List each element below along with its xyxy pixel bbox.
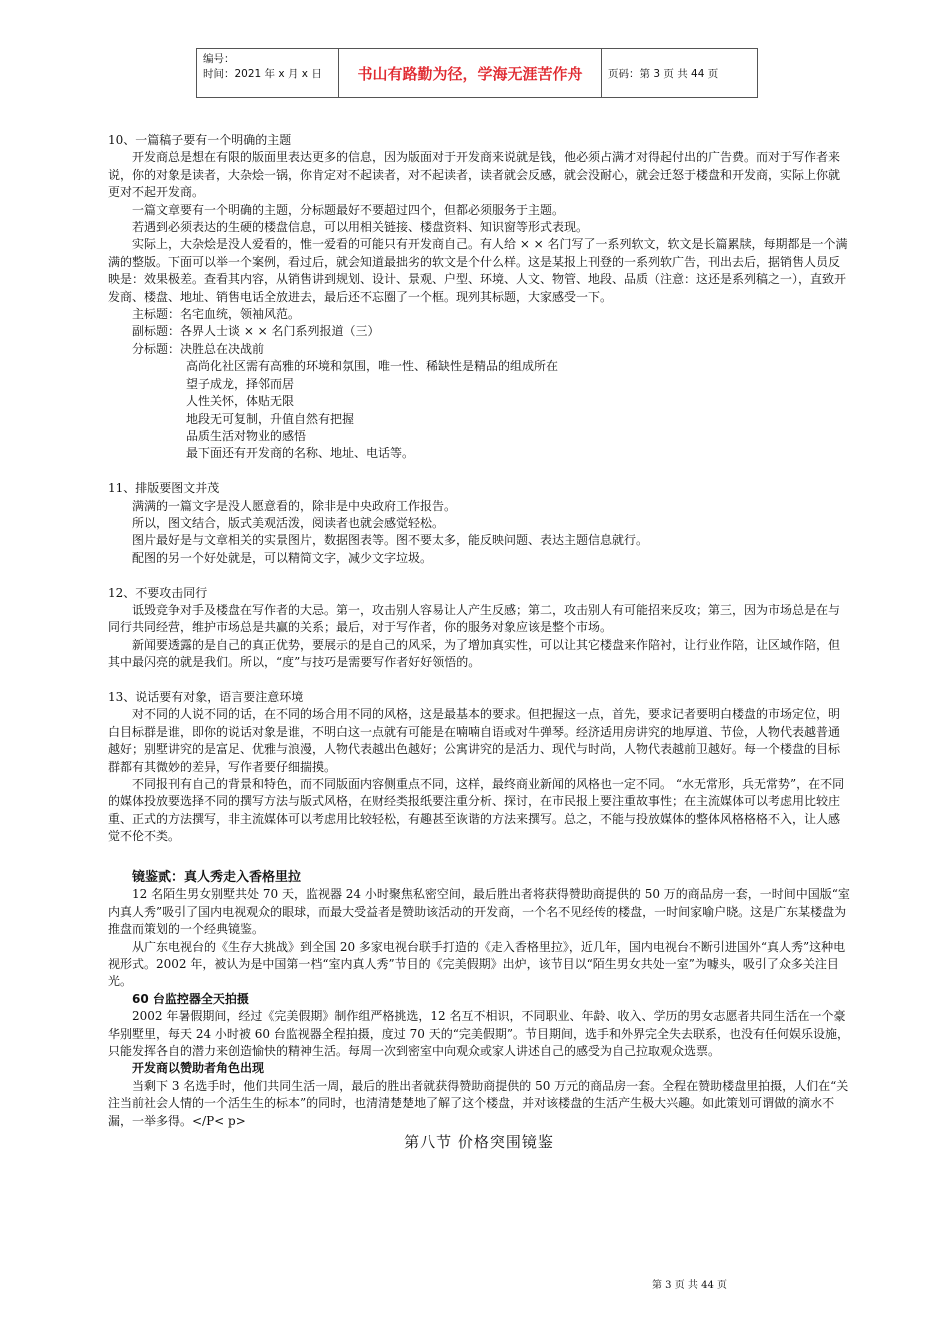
paragraph: 配图的另一个好处就是，可以精简文字，减少文字垃圾。	[132, 550, 433, 565]
paragraph: 从广东电视台的《生存大挑战》到全国 20 多家电视台联手打造的《走入香格里拉》，近几年，国内电视台不断引进国外“真人秀”这种电视形式。2002 年，被认为是中国第一档“室内真人秀”节目的《完美假期》出炉，该节目以“陌生男女共处一室”为噱头，吸引了众多关注目光。	[108, 939, 846, 989]
header-page: 页码：第 3 页 共 44 页	[608, 67, 719, 80]
paragraph: 实际上，大杂烩是没人爱看的，惟一爱看的可能只有开发商自己。有人给 × × 名门写了一系列软文，软文是长篇累牍，每期都是一个满满的整版。下面可以举一个案例，看过后，就会知道最拙劣的软文是个什么样。这是某报上刊登的一系列软广告，刊出去后，据销售人员反映是：效果极差。查看其内容，从销售讲到规划、设计、景观、户型、环境、人文、物管、地段、品质（注意：这还是系列稿之一），直致开发商、楼盘、地址、销售电话全放进去，最后还不忘圈了一个框。现列其标题，大家感受一下。	[108, 237, 848, 304]
header-table	[196, 48, 758, 98]
paragraph: 当剩下 3 名选手时，他们共同生活一周，最后的胜出者就获得赞助商提供的 50 万元的商品房一套。全程在赞助楼盘里拍摄，人们在“关注当前社会人情的一个活生生的标本”的同时，也清清楚楚地了解了这个楼盘，并对该楼盘的生活产生极大兴趣。如此策划可谓做的滴水不漏，一举多得。</P< p>	[108, 1078, 849, 1128]
section-11-title: 11、排版要图文并茂	[108, 481, 220, 496]
paragraph: 不同报刊有自己的背景和特色，而不同版面内容侧重点不同，这样，最终商业新闻的风格也一定不同。 “水无常形，兵无常势”，在不同的媒体投放要选择不同的撰写方法与版式风格，在财经类报纸要注重分析、探讨，在市民报上要注重故事性；在主流媒体可以考虑用比较庄重、正式的方法撰写，非主流媒体可以考虑用比较轻松，有趣甚至诙谐的方法来撰写。总之，不能与投放媒体的整体风格格格不入，让人感觉不伦不类。	[108, 776, 845, 844]
list-item: 地段无可复制，升值自然有把握	[186, 411, 355, 426]
case-subheading: 开发商以赞助者角色出现	[132, 1061, 265, 1076]
main-title-line: 主标题：名宅血统，领袖风范。	[132, 307, 301, 322]
document-body	[108, 132, 850, 1152]
number-label: 编号：	[203, 53, 235, 65]
paragraph: 对不同的人说不同的话，在不同的场合用不同的风格，这是最基本的要求。但把握这一点，首先，要求记者要明白楼盘的市场定位，明白目标群是谁，即你的说话对象是谁，不明白这一点就有可能是在喃喃自语或对牛弹琴。经济适用房讲究的地厚道、节俭，人物代表越普通越好；别墅讲究的是富足、优雅与浪漫，人物代表越出色越好；公寓讲究的是活力、现代与时尚，人物代表越前卫越好。每一个楼盘的目标群都有其微妙的差异，写作者要仔细揣摸。	[108, 707, 841, 774]
header-meta	[197, 49, 339, 97]
paragraph: 图片最好是与文章相关的实景图片，数据图表等。图不要太多，能反映问题、表达主题信息就行。	[132, 533, 649, 548]
time-label: 时间：2021 年 x 月 x 日	[203, 68, 322, 80]
header-motto: 书山有路勤为径，学海无涯苦作舟	[339, 49, 602, 97]
list-item: 人性关怀，体贴无限	[186, 394, 295, 409]
paragraph: 若遇到必须表达的生硬的楼盘信息，可以用相关链接、楼盘资料、知识窗等形式表现。	[132, 220, 589, 235]
paragraph: 诋毁竞争对手及楼盘在写作者的大忌。第一，攻击别人容易让人产生反感；第二，攻击别人有可能招来反攻；第三，因为市场总是在与同行共同经营，维护市场总是共赢的关系；最后，对于写作者，你的服务对象应该是整个市场。	[108, 602, 841, 635]
section-title-line: 分标题：决胜总在决战前	[132, 341, 265, 356]
paragraph: 一篇文章要有一个明确的主题，分标题最好不要超过四个，但都必须服务于主题。	[132, 202, 565, 217]
section-13-title: 13、说话要有对象，语言要注意环境	[108, 689, 304, 704]
paragraph: 所以，图文结合，版式美观活泼，阅读者也就会感觉轻松。	[132, 515, 445, 530]
case-subheading: 60 台监控器全天拍摄	[132, 991, 249, 1006]
list-item: 高尚化社区需有高雅的环境和氛围，唯一性、稀缺性是精品的组成所在	[186, 359, 559, 374]
paragraph: 12 名陌生男女别墅共处 70 天，监视器 24 小时聚焦私密空间，最后胜出者将获得赞助商提供的 50 万的商品房一套，一时间中国版“室内真人秀”吸引了国内电视观众的眼球，而最大受益者是赞助该活动的开发商，一个名不见经传的楼盘，一时间家喻户晓。这是广东某楼盘为推盘而策划的一个经典镜鉴。	[108, 887, 850, 937]
list-item: 最下面还有开发商的名称、地址、电话等。	[186, 446, 415, 461]
section-12-title: 12、不要攻击同行	[108, 585, 208, 600]
sub-title-line: 副标题：各界人士谈 × × 名门系列报道（三）	[132, 324, 380, 339]
list-item: 品质生活对物业的感悟	[186, 428, 307, 443]
page-footer: 第 3 页 共 44 页	[652, 1280, 727, 1291]
section-10-title: 10、一篇稿子要有一个明确的主题	[108, 133, 292, 147]
case-title: 镜鉴贰：真人秀走入香格里拉	[132, 870, 302, 885]
list-item: 望子成龙，择邻而居	[186, 376, 295, 391]
paragraph: 2002 年暑假期间，经过《完美假期》制作组严格挑选，12 名互不相识，不同职业、年龄、收入、学历的男女志愿者共同生活在一个豪华别墅里，每天 24 小时被 60 台监视器全程拍摄，度过 70 天的“完美假期”。节目期间，选手和外界完全失去联系，也没有任何娱乐设施，只能发挥各自的潜力来创造愉快的精神生活。每周一次到密室中向观众或家人讲述自己的感受为自己拉取观众选票。	[108, 1009, 849, 1059]
paragraph: 开发商总是想在有限的版面里表达更多的信息，因为版面对于开发商来说就是钱，他必须占满才对得起付出的广告费。而对于写作者来说，你的对象是读者，大杂烩一锅，你肯定对不起读者，对不起读者，读者就会反感，就会没耐心，就会迁怒于楼盘和开发商，实际上你就更对不起开发商。	[108, 150, 841, 200]
paragraph: 新闻要透露的是自己的真正优势，要展示的是自己的风采，为了增加真实性，可以让其它楼盘来作陪衬，让行业作陪，让区域作陪，但其中最闪亮的就是我们。所以，“度”与技巧是需要写作者好好领悟的。	[108, 637, 841, 670]
paragraph: 满满的一篇文字是没人愿意看的，除非是中央政府工作报告。	[132, 498, 457, 513]
chapter-section-title: 第八节 价格突围镜鉴	[404, 1133, 554, 1152]
